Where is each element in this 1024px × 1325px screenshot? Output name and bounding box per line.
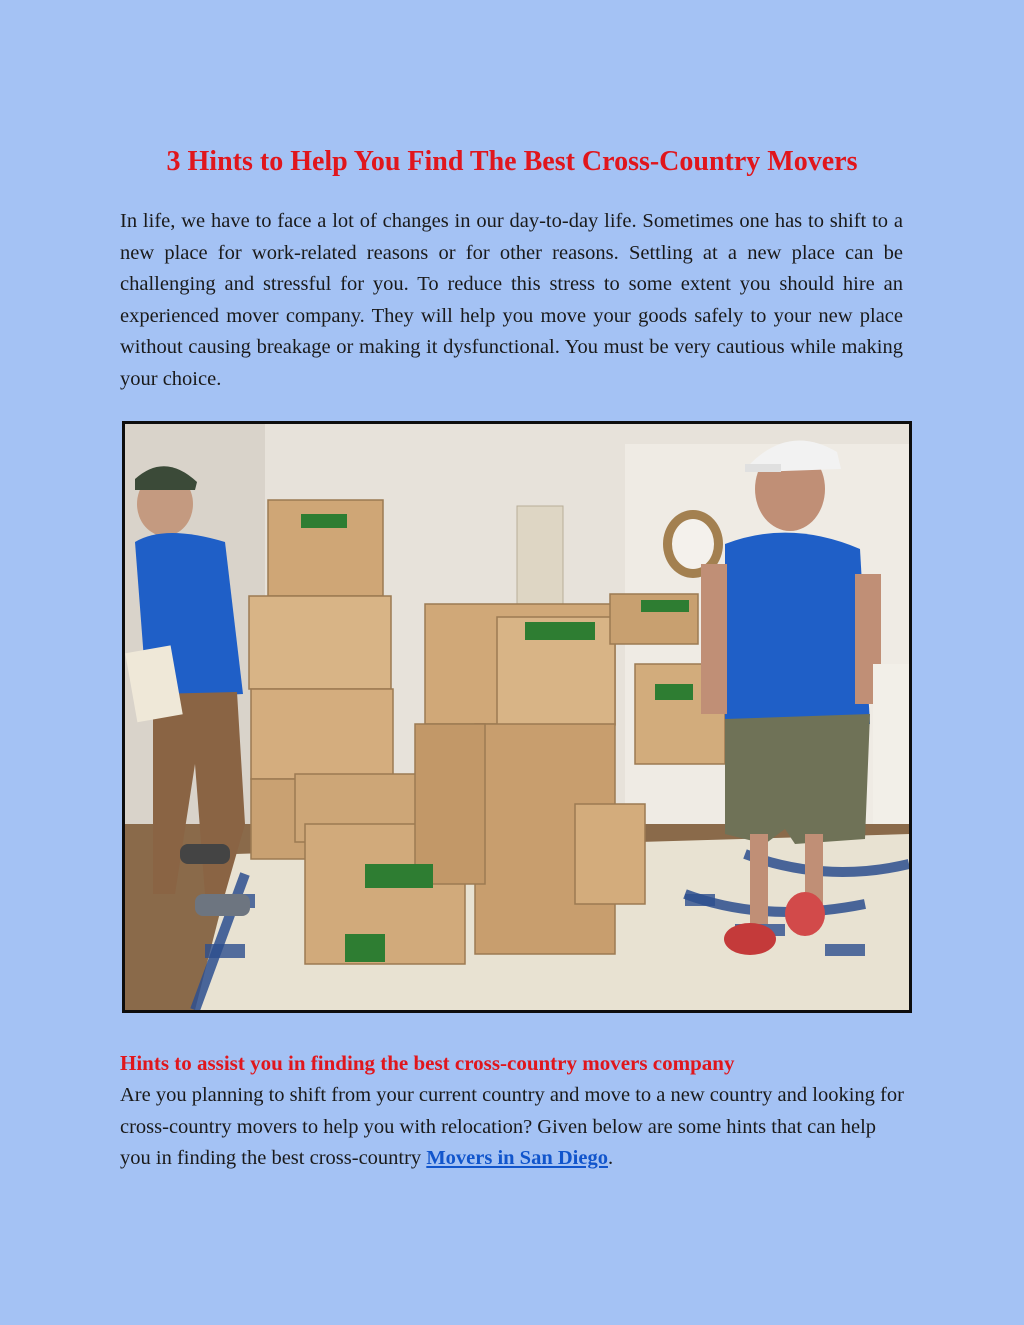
section-heading: Hints to assist you in finding the best cross-country movers company — [120, 1051, 735, 1075]
trailing-period: . — [607, 1147, 614, 1170]
movers-in-san-diego-link[interactable]: Movers in San Diego — [426, 1147, 608, 1170]
section-text: Are you planning to shift from your current country and move to a new country and looking for cross-country movers to help you with relocation? Given below are some hints that can help you in finding the best cross-country — [120, 1084, 904, 1170]
section-paragraph — [120, 1080, 910, 1175]
page-title: 3 Hints to Help You Find The Best Cross-Country Movers — [166, 146, 858, 177]
intro-paragraph: In life, we have to face a lot of changes in our day-to-day life. Sometimes one has to shift to a new place for work-related reasons or for other reasons. Settling at a new place can be challenging and stressful for you. To reduce this stress to some extent you should hire an experienced mover company. They will help you move your goods safely to your new place without causing breakage or making it dysfunctional. You must be very cautious while making your choice. — [120, 210, 903, 390]
movers-photo — [122, 421, 912, 1013]
